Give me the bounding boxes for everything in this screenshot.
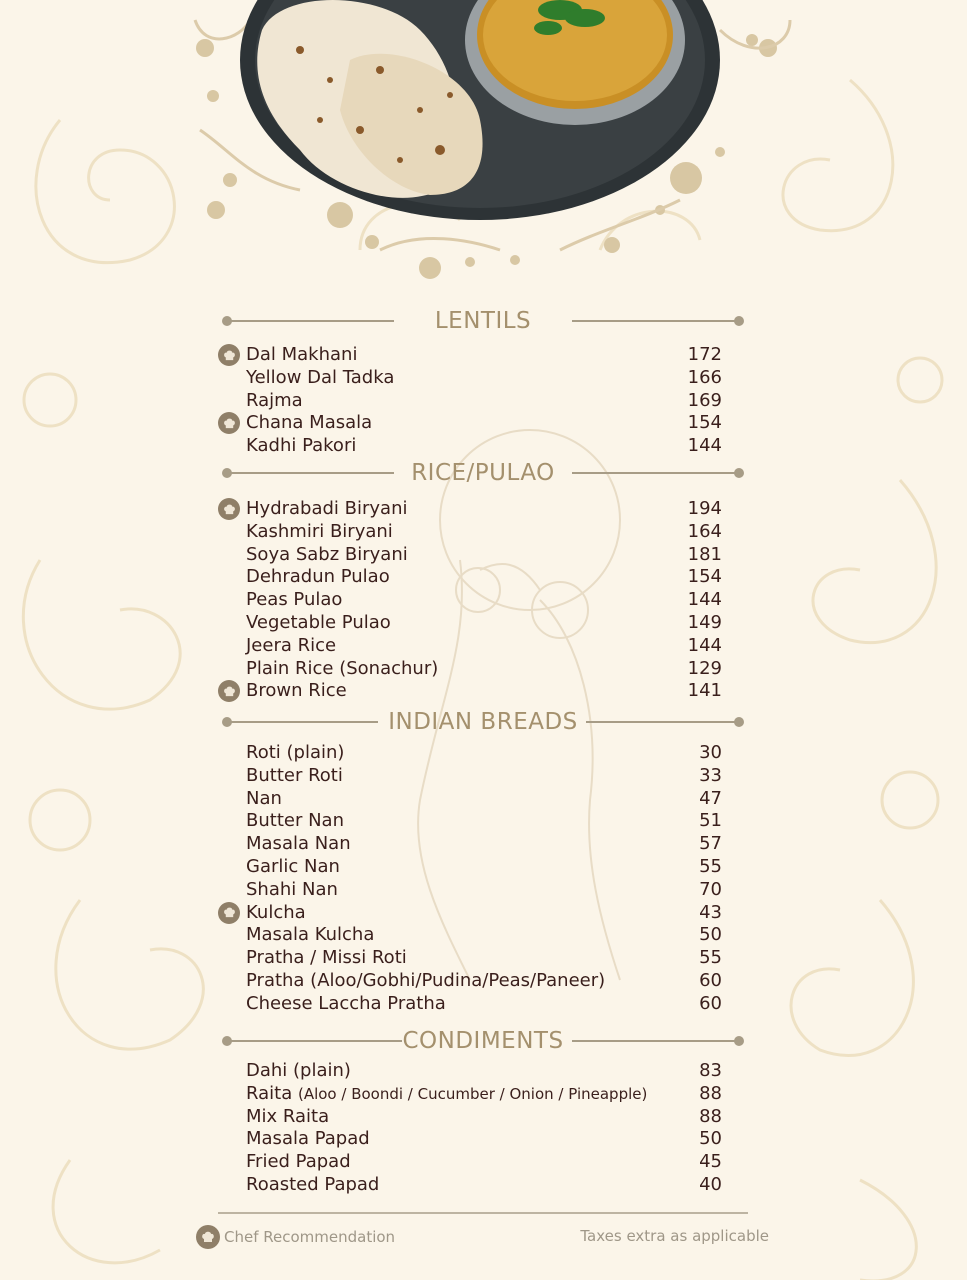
menu-item: [246, 565, 722, 588]
item-price: 51: [699, 810, 722, 832]
menu-item: [246, 1059, 722, 1082]
menu-item: [246, 787, 722, 810]
item-name: [246, 741, 344, 764]
menu-item: [246, 411, 722, 434]
menu-item: [246, 657, 722, 680]
item-name-text: Dehradun Pulao: [246, 566, 390, 588]
item-name: [246, 634, 336, 657]
item-price: 88: [699, 1082, 722, 1104]
rule-line: [572, 472, 737, 474]
menu-item: [246, 741, 722, 764]
item-name-text: Masala Papad: [246, 1128, 370, 1150]
menu-item-list: [246, 497, 722, 702]
item-price: 45: [699, 1151, 722, 1173]
section-heading: [222, 707, 744, 737]
item-name: [246, 878, 338, 901]
menu-item: [246, 901, 722, 924]
menu-item: [246, 764, 722, 787]
item-name: [246, 543, 408, 566]
item-name-text: Roti (plain): [246, 742, 345, 763]
section-title: CONDIMENTS: [402, 1028, 564, 1054]
item-name: [246, 946, 407, 969]
item-name: [246, 343, 357, 366]
item-name: [246, 855, 340, 878]
hero-food-image: [0, 0, 967, 290]
menu-item: [246, 809, 722, 832]
chef-recommendation-label: Chef Recommendation: [224, 1228, 396, 1246]
item-price: 149: [687, 611, 722, 633]
item-price: 43: [699, 901, 722, 923]
item-name: [246, 832, 351, 855]
item-name-text: Plain Rice (Sonachur): [246, 657, 439, 679]
rule-line: [586, 721, 737, 723]
item-price: 181: [687, 543, 722, 565]
item-name-text: Soya Sabz Biryani: [246, 543, 408, 565]
menu-item: [246, 1105, 722, 1128]
item-name-text: Butter Roti: [246, 764, 343, 786]
item-price: 70: [699, 878, 722, 900]
menu-item: [246, 679, 722, 702]
item-name-text: Masala Nan: [246, 833, 351, 855]
menu-item: [246, 520, 722, 543]
item-name: [246, 923, 374, 946]
item-name: [246, 520, 393, 543]
menu-item-list: [246, 343, 722, 457]
item-name: [246, 1105, 329, 1128]
menu-item: [246, 1082, 722, 1105]
menu-item: [246, 434, 722, 457]
menu-item: [246, 343, 722, 366]
item-name: [246, 764, 343, 787]
item-name: [246, 588, 342, 611]
item-price: 172: [687, 344, 722, 365]
item-name-text: Peas Pulao: [246, 589, 343, 611]
item-price: 57: [699, 833, 722, 855]
item-price: 154: [687, 412, 722, 434]
item-name-text: Brown Rice: [246, 680, 347, 702]
menu-item: [246, 992, 722, 1015]
item-name-text: Pratha / Missi Roti: [246, 947, 407, 969]
section-heading: [222, 306, 744, 336]
menu-item-list: [246, 741, 722, 1015]
menu-item-list: [246, 1059, 722, 1196]
item-note: (Aloo / Boondi / Cucumber / Onion / Pineapple): [297, 1084, 648, 1103]
item-name: [246, 679, 347, 702]
item-price: 47: [699, 787, 722, 809]
item-name: [246, 1150, 351, 1173]
item-name-text: Hydrabadi Biryani: [246, 498, 408, 519]
item-price: 88: [699, 1105, 722, 1127]
item-name-text: Kulcha: [246, 901, 306, 923]
menu-item: [246, 923, 722, 946]
item-name-text: Mix Raita: [246, 1105, 330, 1127]
item-name: [246, 1173, 379, 1196]
item-price: 83: [699, 1060, 722, 1081]
menu-item: [246, 878, 722, 901]
item-name: [246, 565, 390, 588]
item-price: 50: [699, 1128, 722, 1150]
section-title: INDIAN BREADS: [388, 709, 578, 735]
item-name: [246, 611, 391, 634]
item-price: 30: [699, 742, 722, 763]
item-name: [246, 901, 306, 924]
item-name-text: Roasted Papad: [246, 1173, 380, 1195]
section-title: RICE/PULAO: [411, 460, 555, 486]
item-name: [246, 809, 344, 832]
item-name-text: Jeera Rice: [246, 634, 337, 656]
item-name: [246, 969, 605, 992]
item-name: [246, 1082, 647, 1106]
item-name-text: Vegetable Pulao: [246, 611, 391, 633]
item-name-text: Kadhi Pakori: [246, 435, 357, 457]
item-price: 141: [687, 680, 722, 702]
item-name-text: Dal Makhani: [246, 344, 358, 365]
item-price: 144: [687, 634, 722, 656]
item-name: [246, 411, 372, 434]
item-name: [246, 1059, 351, 1082]
item-name-text: Butter Nan: [246, 810, 344, 832]
menu-item: [246, 611, 722, 634]
item-price: 50: [699, 924, 722, 946]
item-price: 60: [699, 992, 722, 1014]
rule-dot: [734, 1036, 744, 1046]
item-name-text: Fried Papad: [246, 1151, 351, 1173]
menu-item: [246, 832, 722, 855]
item-name-text: Masala Kulcha: [246, 924, 375, 946]
menu-item: [246, 969, 722, 992]
item-name-text: Kashmiri Biryani: [246, 520, 393, 542]
item-price: 60: [699, 969, 722, 991]
item-name-text: Pratha (Aloo/Gobhi/Pudina/Peas/Paneer): [246, 969, 606, 991]
menu-item: [246, 946, 722, 969]
item-name: [246, 366, 394, 389]
item-name: [246, 1127, 370, 1150]
item-name: [246, 497, 408, 520]
item-name-text: Shahi Nan: [246, 878, 338, 900]
item-price: 144: [687, 589, 722, 611]
menu-item: [246, 1127, 722, 1150]
chef-hat-icon: [218, 902, 240, 924]
item-price: 166: [687, 366, 722, 388]
chef-hat-icon: [218, 344, 240, 366]
item-name-text: Dahi (plain): [246, 1060, 351, 1081]
item-name-text: Yellow Dal Tadka: [246, 366, 395, 388]
rule-dot: [734, 316, 744, 326]
item-price: 129: [687, 657, 722, 679]
item-price: 40: [699, 1173, 722, 1195]
footer-divider: [218, 1212, 748, 1214]
item-name-text: Garlic Nan: [246, 855, 340, 877]
rule-dot: [734, 468, 744, 478]
item-name: [246, 992, 446, 1015]
chef-legend: [196, 1224, 395, 1250]
section-heading: [222, 458, 744, 488]
item-name: [246, 657, 438, 680]
menu-item: [246, 543, 722, 566]
item-name-text: Rajma: [246, 389, 303, 411]
item-price: 55: [699, 947, 722, 969]
section-title: LENTILS: [434, 308, 532, 334]
menu-item: [246, 497, 722, 520]
item-price: 154: [687, 566, 722, 588]
item-name-text: Nan: [246, 787, 282, 809]
item-price: 33: [699, 764, 722, 786]
menu-item: [246, 389, 722, 412]
menu-item: [246, 634, 722, 657]
item-name-text: Cheese Laccha Pratha: [246, 992, 446, 1014]
menu-item: [246, 588, 722, 611]
menu-item: [246, 1150, 722, 1173]
item-price: 169: [687, 389, 722, 411]
item-price: 55: [699, 855, 722, 877]
item-name-text: Raita: [246, 1082, 293, 1104]
section-heading: [222, 1026, 744, 1056]
item-name-text: Chana Masala: [246, 412, 373, 434]
item-name: [246, 389, 303, 412]
menu-item: [246, 855, 722, 878]
rule-dot: [734, 717, 744, 727]
item-price: 194: [687, 498, 722, 519]
tax-note: Taxes extra as applicable: [580, 1227, 769, 1245]
item-name: [246, 434, 356, 457]
chef-hat-icon: [218, 498, 240, 520]
chef-hat-icon: [196, 1225, 220, 1249]
menu-item: [246, 1173, 722, 1196]
item-price: 144: [687, 435, 722, 457]
item-name: [246, 787, 282, 810]
item-price: 164: [687, 520, 722, 542]
rule-line: [572, 1040, 737, 1042]
rule-line: [572, 320, 737, 322]
menu-item: [246, 366, 722, 389]
